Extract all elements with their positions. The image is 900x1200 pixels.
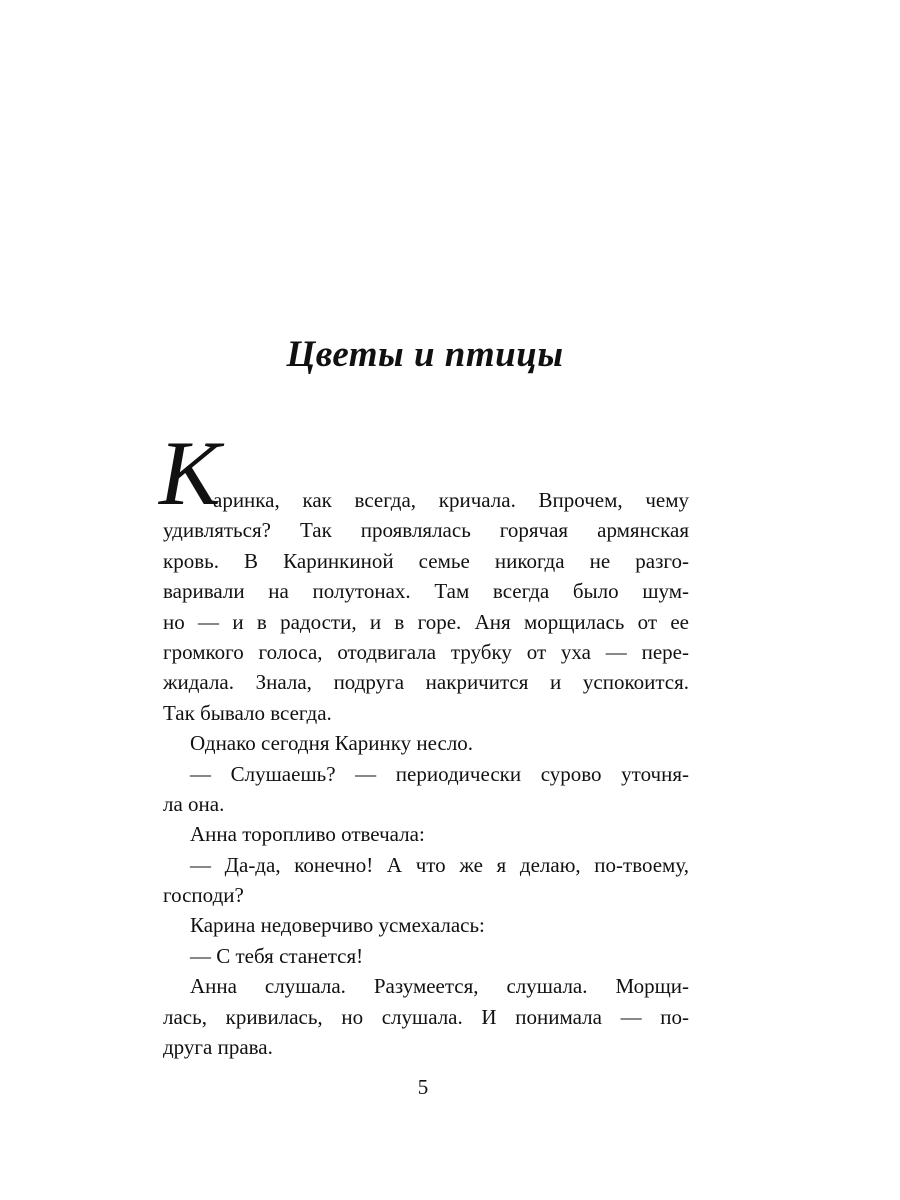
text-line: кровь. В Каринкиной семье никогда не разго- [163, 548, 689, 573]
text-line: варивали на полутонах. Там всегда было шум- [163, 579, 689, 604]
text-line: Карина недоверчиво усмехалась: [190, 913, 485, 938]
text-line: но — и в радости, и в горе. Аня морщилась от ее [163, 609, 689, 634]
page-number: 5 [417, 1075, 429, 1099]
text-line: — Слушаешь? — периодически сурово уточня- [190, 761, 689, 786]
text-line: Анна слушала. Разумеется, слушала. Морщи- [190, 974, 689, 999]
first-line-text: аринка, как всегда, кричала. Впрочем, чему [213, 488, 689, 512]
text-line: лась, кривилась, но слушала. И понимала — по- [163, 1004, 689, 1029]
text-line: господи? [163, 883, 244, 908]
text-line: Анна торопливо отвечала: [190, 822, 425, 847]
text-line: Так бывало всегда. [163, 700, 332, 725]
text-line: жидала. Знала, подруга накричится и успокоится. [163, 670, 689, 695]
text-line: громкого голоса, отодвигала трубку от уха — пере- [163, 639, 689, 664]
first-line [159, 422, 689, 524]
text-line: удивляться? Так проявлялась горячая армянская [163, 518, 689, 543]
text-line: друга права. [163, 1035, 273, 1060]
chapter-title: Цветы и птицы [286, 334, 564, 375]
text-line: ла она. [163, 791, 225, 816]
text-line: — Да-да, конечно! А что же я делаю, по-твоему, [190, 852, 689, 877]
drop-cap: К [159, 422, 221, 524]
text-line: — С тебя станется! [190, 943, 364, 968]
body-text [159, 422, 689, 1062]
text-line: Однако сегодня Каринку несло. [190, 731, 474, 756]
